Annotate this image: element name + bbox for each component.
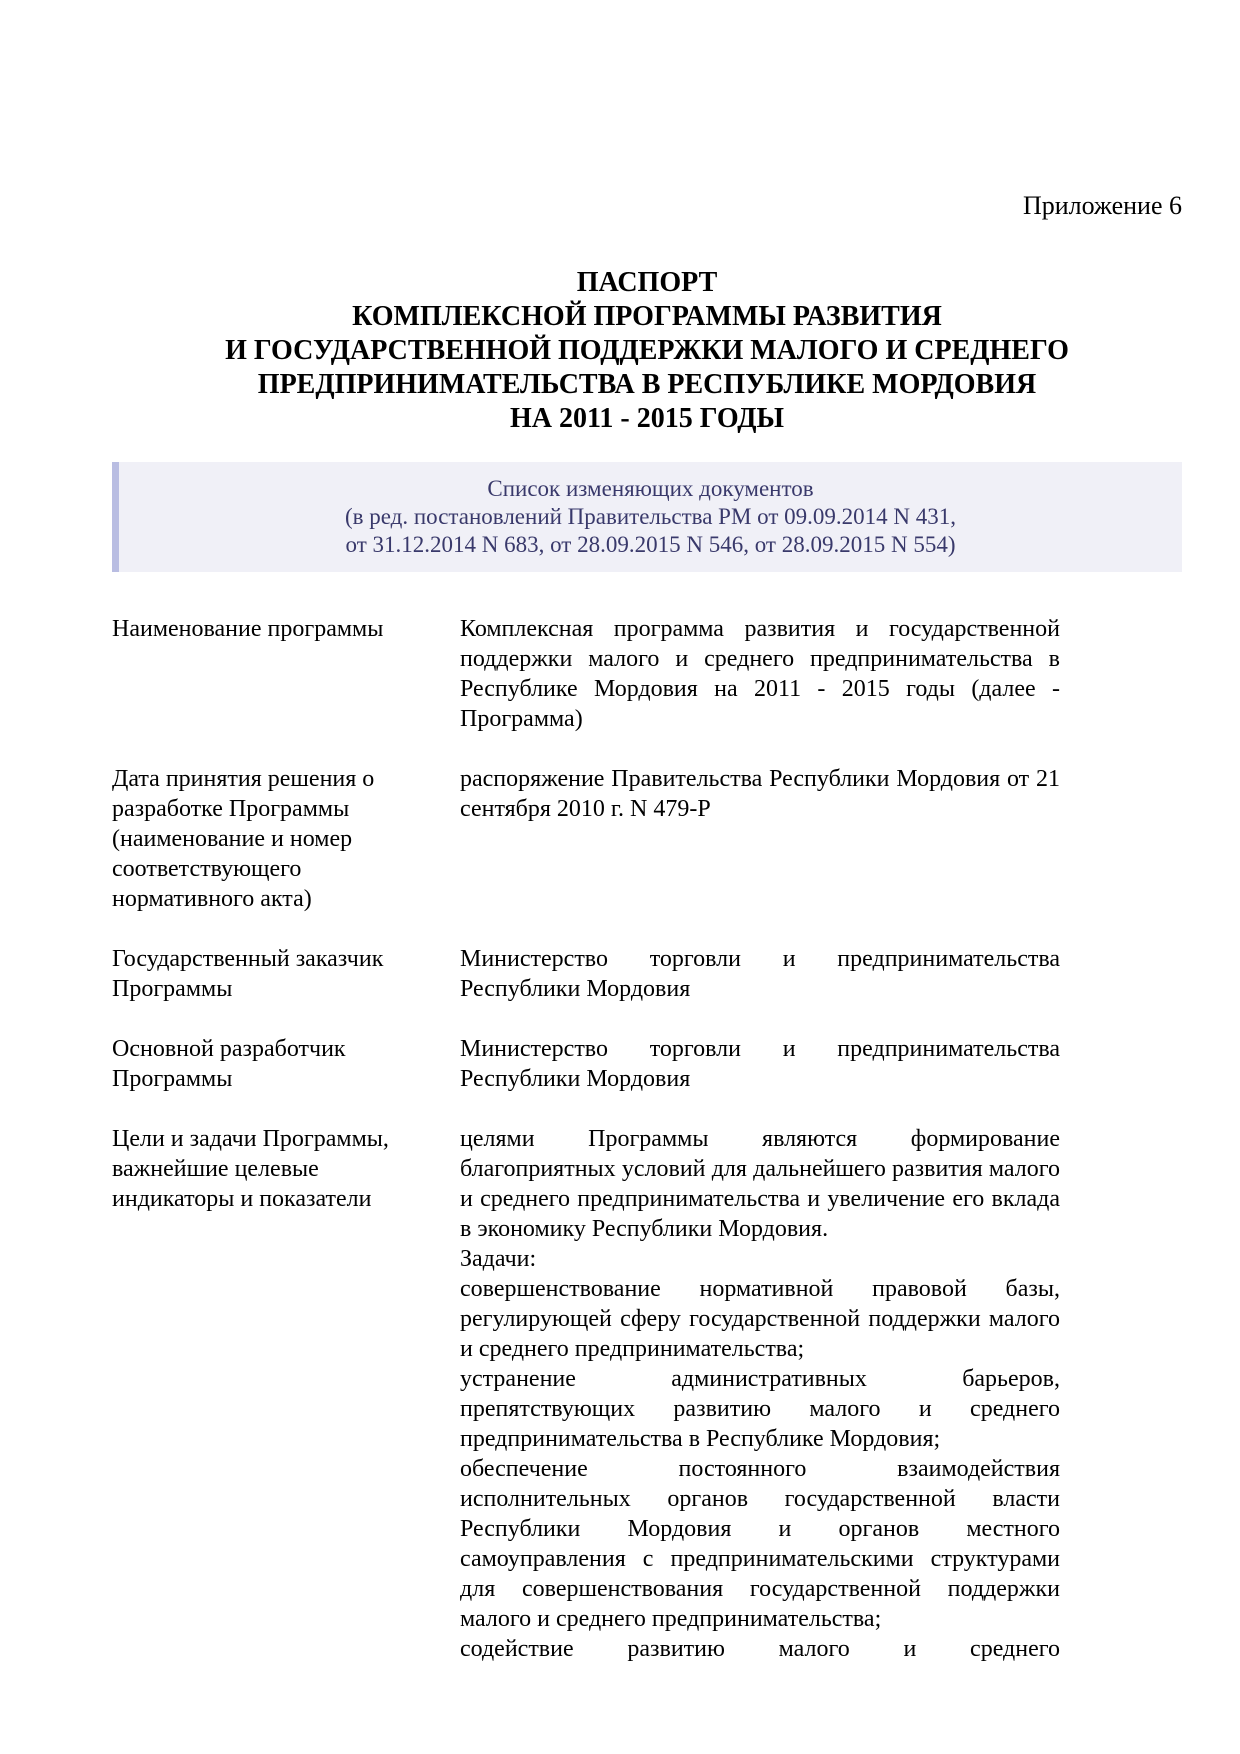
value-paragraph: целями Программы являются формирование благоприятных условий для дальнейшего развития малого и среднего предпринимательства и увеличение его вклада в экономику Республики Мордовия. — [460, 1126, 1060, 1242]
value-paragraph: распоряжение Правительства Республики Мордовия от 21 сентября 2010 г. N 479-Р — [460, 766, 1060, 822]
document-title-line: И ГОСУДАРСТВЕННОЙ ПОДДЕРЖКИ МАЛОГО И СРЕДНЕГО — [225, 335, 1069, 366]
passport-row — [112, 1124, 1182, 1664]
document-title-line: НА 2011 - 2015 ГОДЫ — [509, 403, 785, 434]
passport-row — [112, 1034, 1182, 1094]
document-title — [112, 266, 1182, 436]
amendments-line: от 31.12.2014 N 683, от 28.09.2015 N 546, от 28.09.2015 N 554) — [345, 532, 956, 557]
value-paragraph: Министерство торговли и предпринимательства Республики Мордовия — [460, 1036, 1060, 1092]
value-paragraph: устранение административных барьеров, препятствующих развитию малого и среднего предпринимательства в Республике Мордовия; — [460, 1366, 1060, 1452]
row-value — [460, 614, 1060, 734]
row-value — [460, 1124, 1060, 1664]
value-paragraph: Комплексная программа развития и государственной поддержки малого и среднего предпринимательства в Республике Мордовия на 2011 - 2015 годы (далее - Программа) — [460, 616, 1060, 732]
value-paragraph: совершенствование нормативной правовой базы, регулирующей сферу государственной поддержки малого и среднего предпринимательства; — [460, 1276, 1060, 1362]
document-title-line: ПАСПОРТ — [576, 267, 718, 298]
value-paragraph: Министерство торговли и предпринимательства Республики Мордовия — [460, 946, 1060, 1002]
value-paragraph: содействие развитию малого и среднего — [460, 1636, 1060, 1662]
row-value — [460, 1034, 1060, 1094]
row-value — [460, 944, 1060, 1004]
annex-label: Приложение 6 — [1022, 191, 1182, 220]
row-label: Основной разработчик Программы — [112, 1036, 346, 1092]
amendments-box — [112, 462, 1182, 572]
document-title-line: КОМПЛЕКСНОЙ ПРОГРАММЫ РАЗВИТИЯ — [352, 301, 942, 332]
passport-table — [112, 614, 1182, 1664]
value-paragraph: обеспечение постоянного взаимодействия исполнительных органов государственной власти Республики Мордовия и органов местного самоуправления с предпринимательскими структурами для совершенствования государственной поддержки малого и среднего предпринимательства; — [460, 1456, 1060, 1632]
row-label: Наименование программы — [112, 616, 384, 642]
row-label: Государственный заказчик Программы — [112, 946, 384, 1002]
amendments-line: (в ред. постановлений Правительства РМ от 09.09.2014 N 431, — [344, 504, 957, 529]
row-value — [460, 764, 1060, 824]
row-label: Дата принятия решения о разработке Программы (наименование и номер соответствующего нормативного акта) — [112, 766, 375, 912]
passport-row — [112, 764, 1182, 914]
row-label: Цели и задачи Программы, важнейшие целевые индикаторы и показатели — [112, 1126, 389, 1212]
document-title-line: ПРЕДПРИНИМАТЕЛЬСТВА В РЕСПУБЛИКЕ МОРДОВИЯ — [257, 369, 1037, 400]
value-paragraph: Задачи: — [460, 1246, 537, 1272]
passport-row — [112, 944, 1182, 1004]
amendments-line: Список изменяющих документов — [487, 476, 814, 501]
passport-row — [112, 614, 1182, 734]
